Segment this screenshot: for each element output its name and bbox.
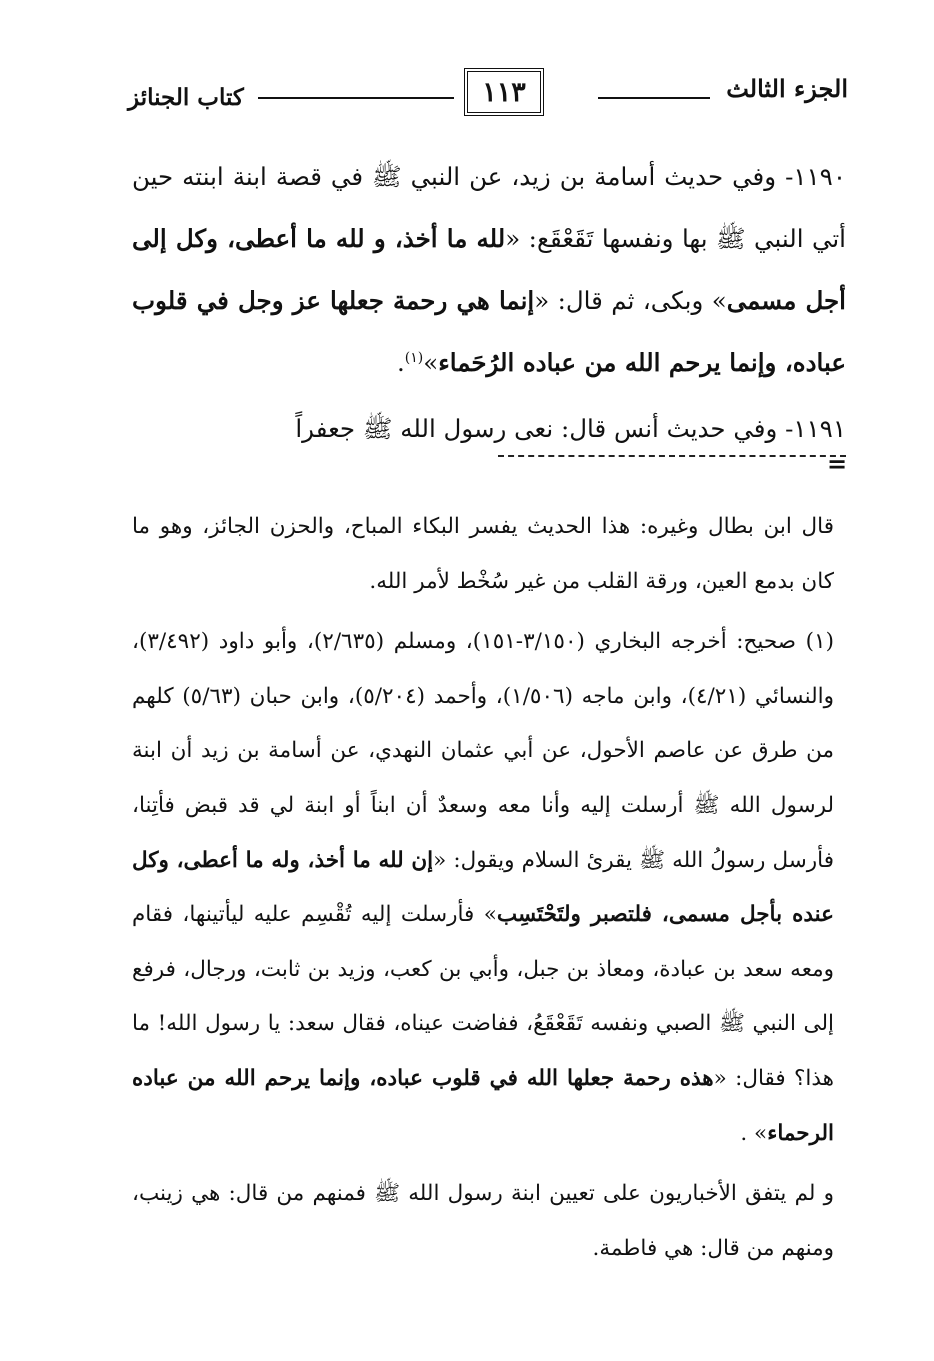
book-title: كتاب الجنائز	[128, 84, 244, 111]
commentary: قال ابن بطال وغيره: هذا الحديث يفسر البكاء المباح، والحزن الجائز، وهو ما كان بدمع العين، ورقة القلب من غير سُخْط لأمر الله.	[132, 514, 834, 594]
footnote-1-quote-2: هذه رحمة جعلها الله في قلوب عباده، وإنما يرحم الله من عباده الرحماء	[132, 1065, 834, 1146]
footnotes	[132, 500, 834, 1276]
page-number: ١١٣	[464, 68, 544, 116]
header-rule-left	[258, 97, 454, 99]
hadith-1190-quote-2: إنما هي رحمة جعلها عز وجل في قلوب عباده، وإنما يرحم الله من عباده الرُحَماء	[132, 286, 846, 377]
page-header	[128, 68, 848, 128]
part-label: الجزء الثالث	[726, 74, 848, 103]
hadith-1191: ١١٩١- وفي حديث أنس قال: نعى رسول الله ﷺ جعفراً	[295, 414, 846, 443]
main-text	[132, 146, 846, 460]
hadith-1190-intro: ١١٩٠- وفي حديث أسامة بن زيد، عن النبي ﷺ في قصة ابنة ابنته حين أتي النبي ﷺ بها ونفسها تَقَعْقَع: «	[132, 162, 846, 253]
footnote-marker: (١)	[404, 349, 424, 366]
header-rule-right	[598, 97, 710, 99]
closing-note: و لم يتفق الأخباريون على تعيين ابنة رسول الله ﷺ فمنهم من قال: هي زينب، ومنهم من قال: هي فاطمة.	[132, 1181, 834, 1261]
footnote-1	[132, 615, 834, 1161]
footnote-1-intro: (١) صحيح: أخرجه البخاري (٣/١٥٠-١٥١)، ومسلم (٢/٦٣٥)، وأبو داود (٣/٤٩٢)، والنسائي (٤/٢١)، وابن ماجه (١/٥٠٦)، وأحمد (٥/٢٠٤)، وابن حبان (٥/٦٣) كلهم من طرق عن عاصم الأحول، عن أبي عثمان النهدي، عن أسامة بن زيد أن ابنة لرسول الله ﷺ أرسلت إليه وأنا معه وسعدٌ أن ابناً أو ابنة لي قد قبض فأتِنا، فأرسل رسولُ الله ﷺ يقرئ السلام ويقول: «	[132, 629, 835, 873]
hadith-1190-close: »	[423, 348, 439, 377]
footnote-1-end: » .	[740, 1120, 768, 1146]
footnote-1-quote-1: إن لله ما أخذ، وله ما أعطى، وكل عنده بأجل مسمى، فلتصبر ولتَحْتَسِب	[132, 847, 834, 928]
footnote-1-mid: » فأرسلت إليه تُقْسِم عليه ليأتينها، فقام ومعه سعد بن عبادة، ومعاذ بن جبل، وأبي بن كعب، وزيد بن ثابت، ورجال، فرفع إلى النبي ﷺ الصبي ونفسه تَقَعْقَعُ، ففاضت عيناه، فقال سعد: يا رسول الله! ما هذا؟ فقال: «	[132, 902, 834, 1091]
footnote-divider	[498, 455, 846, 457]
hadith-1190-quote-1: لله ما أخذ، و لله ما أعطى، وكل إلى أجل مسمى	[132, 224, 846, 315]
continuation-mark: =	[827, 449, 848, 478]
hadith-1190-mid: » وبكى، ثم قال: «	[534, 286, 727, 315]
hadith-1190	[132, 146, 846, 394]
hadith-1190-end: .	[396, 348, 405, 377]
